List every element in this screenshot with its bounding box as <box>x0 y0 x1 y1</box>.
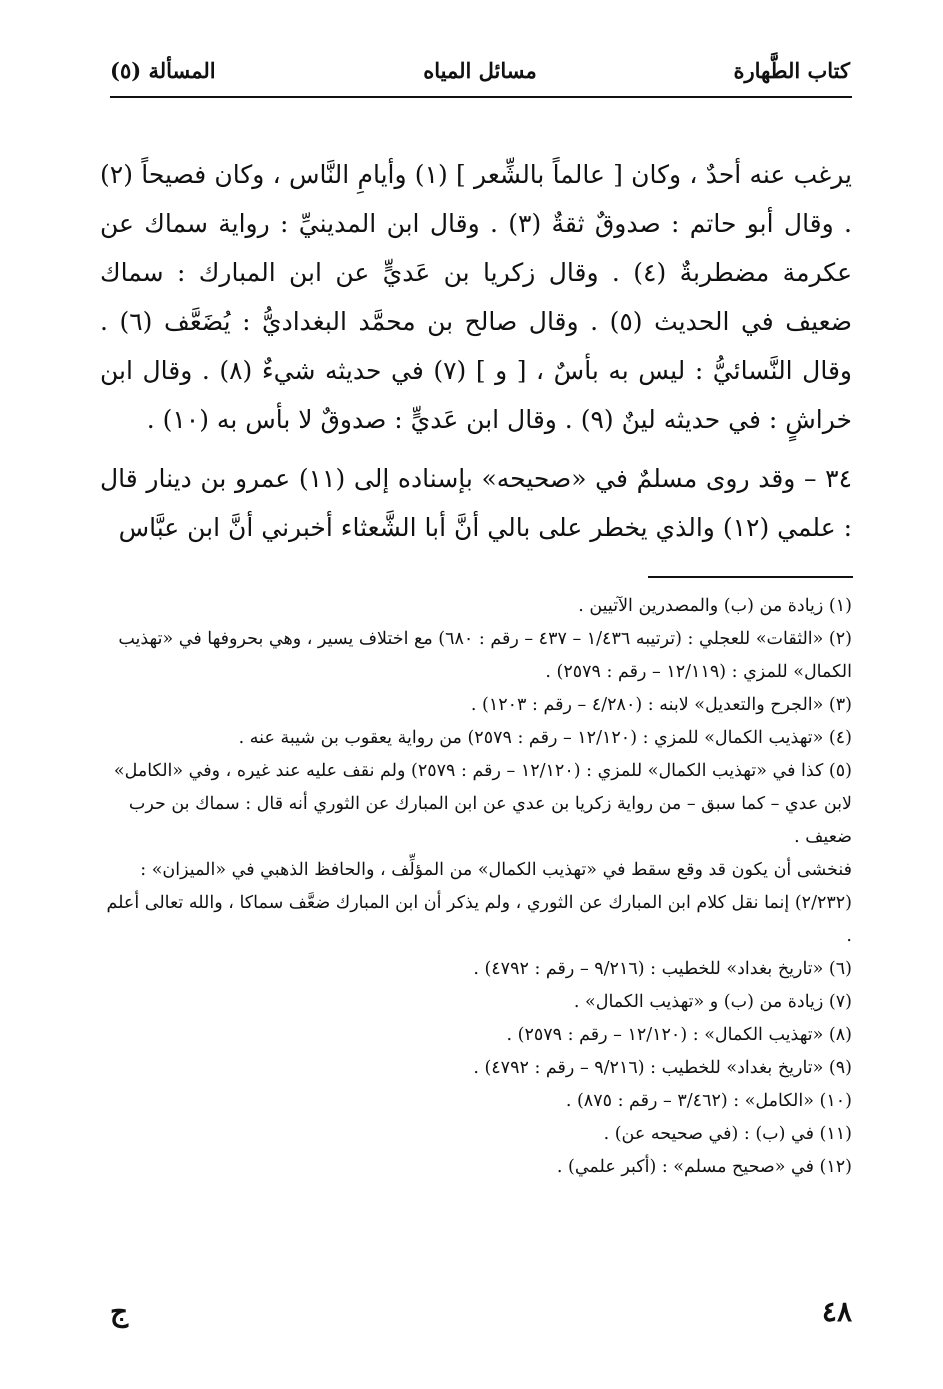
footnote-divider <box>648 576 853 578</box>
footnotes <box>100 590 852 1184</box>
footnote-2: (٢) «الثقات» للعجلي : (ترتيبه ١/٤٣٦ – ٤٣٧ – رقم : ٦٨٠) مع اختلاف يسير ، وهي بحروفها في «تهذيب الكمال» للمزي : (١٢/١١٩ – رقم : ٢٥٧٩) . <box>118 629 852 682</box>
footnote-6: (٦) «تاريخ بغداد» للخطيب : (٩/٢١٦ – رقم : ٤٧٩٢) . <box>473 959 852 979</box>
footnote-9: (٩) «تاريخ بغداد» للخطيب : (٩/٢١٦ – رقم : ٤٧٩٢) . <box>473 1058 852 1078</box>
footnote-11: (١١) في (ب) : (في صحيحه عن) . <box>603 1124 852 1144</box>
chapter-title: مسائل المياه <box>423 58 537 83</box>
signature-mark: ج <box>110 1295 129 1328</box>
footnote-3: (٣) «الجرح والتعديل» لابنه : (٤/٢٨٠ – رقم : ١٢٠٣) . <box>470 695 852 715</box>
book-title: كتاب الطَّهارة <box>733 58 850 83</box>
footnote-1: (١) زيادة من (ب) والمصدرين الآتيين . <box>578 596 852 616</box>
footnote-10: (١٠) «الكامل» : (٣/٤٦٢ – رقم : ٨٧٥) . <box>565 1091 852 1111</box>
footnote-8: (٨) «تهذيب الكمال» : (١٢/١٢٠ – رقم : ٢٥٧٩) . <box>506 1025 852 1045</box>
main-text <box>100 150 852 552</box>
running-header <box>110 52 850 92</box>
main-paragraph-1: يرغب عنه أحدٌ ، وكان [ عالماً بالشِّعر ] (١) وأيامِ النَّاس ، وكان فصيحاً (٢) . وقال أبو حاتم : صدوقٌ ثقةٌ (٣) . وقال ابن المدينيِّ : رواية سماك عن عكرمة مضطربةٌ (٤) . وقال زكريا بن عَديٍّ عن ابن المبارك : سماك ضعيف في الحديث (٥) . وقال صالح بن محمَّد البغداديُّ : يُضَعَّف (٦) . وقال النَّسائيُّ : ليس به بأسٌ ، [ و ] (٧) في حديثه شيءٌ (٨) . وقال ابن خراشٍ : في حديثه لينٌ (٩) . وقال ابن عَديٍّ : صدوقٌ لا بأس به (١٠) . <box>100 160 852 434</box>
main-paragraph-2: ٣٤ – وقد روى مسلمٌ في «صحيحه» بإسناده إلى (١١) عمرو بن دينار قال : علمي (١٢) والذي يخطر على بالي أنَّ أبا الشَّعثاء أخبرني أنَّ ابن عبَّاس <box>100 464 853 542</box>
footnote-4: (٤) «تهذيب الكمال» للمزي : (١٢/١٢٠ – رقم : ٢٥٧٩) من رواية يعقوب بن شيبة عنه . <box>238 728 852 748</box>
header-divider <box>110 96 852 98</box>
page-footer <box>110 1295 852 1345</box>
footnote-5: (٥) كذا في «تهذيب الكمال» للمزي : (١٢/١٢٠ – رقم : ٢٥٧٩) ولم نقف عليه عند غيره ، وفي «الكامل» لابن عدي – كما سبق – من رواية زكريا بن عدي عن ابن المبارك عن الثوري أنه قال : سماك بن حرب ضعيف . <box>113 761 852 847</box>
footnote-5-continuation: فنخشى أن يكون قد وقع سقط في «تهذيب الكمال» من المؤلِّف ، والحافظ الذهبي في «الميزان» : (٢/٢٣٢) إنما نقل كلام ابن المبارك عن الثوري ، ولم يذكر أن ابن المبارك ضعَّف سماكا ، والله تعالى أعلم . <box>106 860 852 946</box>
page-number: ٤٨ <box>821 1295 852 1328</box>
footnote-12: (١٢) في «صحيح مسلم» : (أكبر علمي) . <box>556 1157 852 1177</box>
issue-label: المسألة (٥) <box>110 58 216 83</box>
footnote-7: (٧) زيادة من (ب) و «تهذيب الكمال» . <box>573 992 852 1012</box>
